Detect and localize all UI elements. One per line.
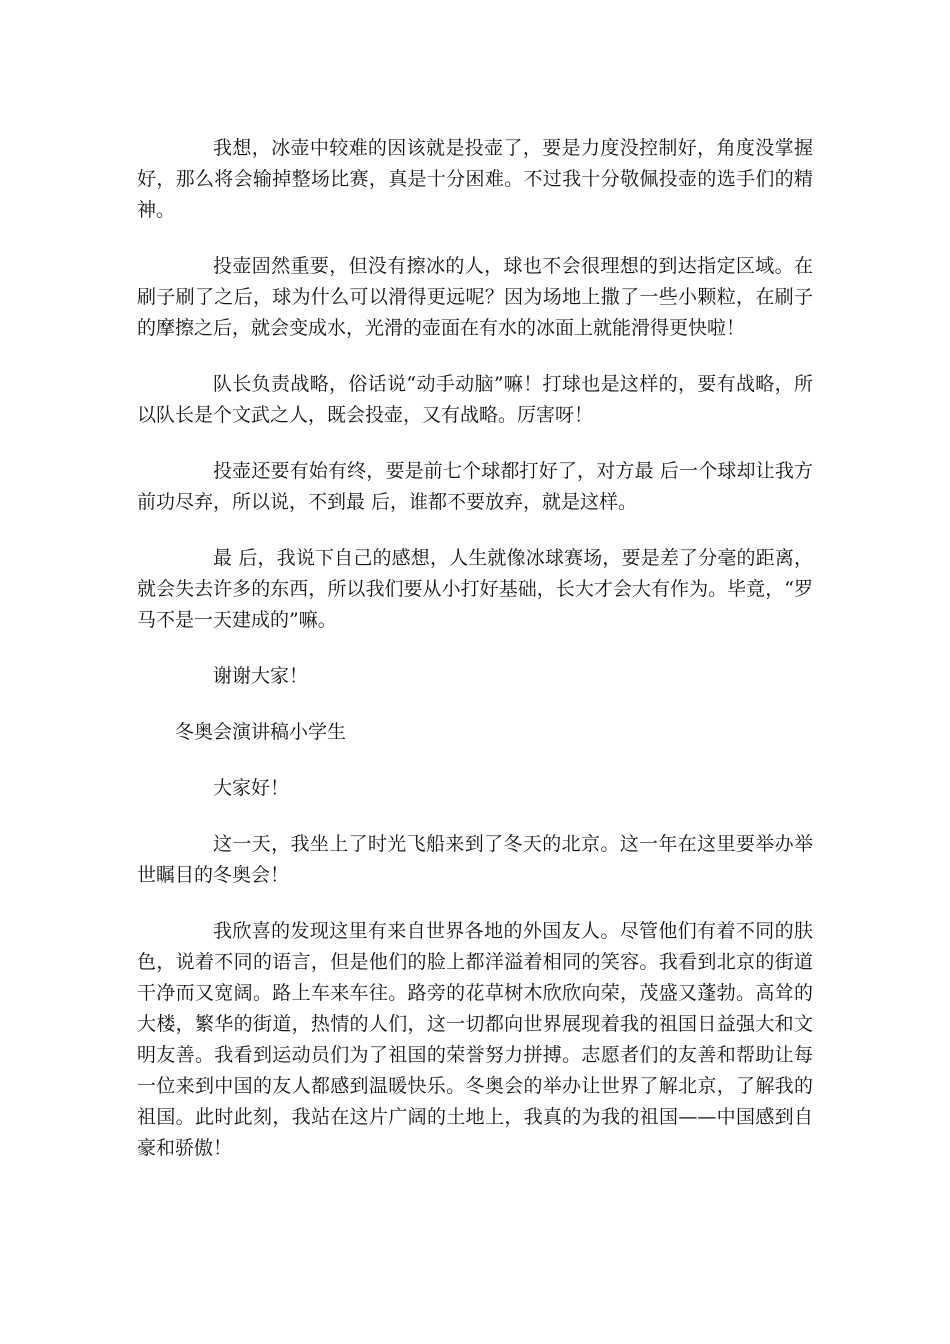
paragraph-never-give-up: 投壶还要有始有终，要是前七个球都打好了，对方最 后一个球却让我方前功尽弃，所以说，不到最 后，谁都不要放弃，就是这样。 <box>137 460 813 513</box>
paragraph-captain-strategy: 队长负责战略，俗话说“动手动脑”嘛！打球也是这样的，要有战略，所以队长是个文武之人，既会投壶，又有战略。厉害呀！ <box>137 373 813 426</box>
paragraph-time-travel: 这一天，我坐上了时光飞船来到了冬天的北京。这一年在这里要举办举世瞩目的冬奥会！ <box>137 833 813 886</box>
document-body <box>137 133 813 1189</box>
paragraph-reflection: 最 后，我说下自己的感想，人生就像冰球赛场，要是差了分毫的距离，就会失去许多的东西，所以我们要从小打好基础，长大才会大有作为。毕竟，“罗马不是一天建成的”嘛。 <box>137 547 813 631</box>
paragraph-greeting: 大家好！ <box>213 777 290 799</box>
section-heading: 冬奥会演讲稿小学生 <box>175 721 347 743</box>
paragraph-thanks: 谢谢大家！ <box>213 665 309 687</box>
paragraph-curling-difficulty: 我想，冰壶中较难的因该就是投壶了，要是力度没控制好，角度没掌握好，那么将会输掉整场比赛，真是十分困难。不过我十分敬佩投壶的选手们的精神。 <box>137 137 813 221</box>
paragraph-sweeping: 投壶固然重要，但没有擦冰的人，球也不会很理想的到达指定区域。在刷子刷了之后，球为什么可以滑得更远呢？因为场地上撒了一些小颗粒，在刷子的摩擦之后，就会变成水，光滑的壶面在有水的冰面上就能滑得更快啦！ <box>137 255 813 339</box>
paragraph-beijing-scene: 我欣喜的发现这里有来自世界各地的外国友人。尽管他们有着不同的肤色，说着不同的语言，但是他们的脸上都洋溢着相同的笑容。我看到北京的街道干净而又宽阔。路上车来车往。路旁的花草树木欣欣向荣，茂盛又蓬勃。高耸的大楼，繁华的街道，热情的人们，这一切都向世界展现着我的祖国日益强大和文明友善。我看到运动员们为了祖国的荣誉努力拼搏。志愿者们的友善和帮助让每一位来到中国的友人都感到温暖快乐。冬奥会的举办让世界了解北京，了解我的祖国。此时此刻，我站在这片广阔的土地上，我真的为我的祖国——中国感到自豪和骄傲！ <box>137 920 813 1159</box>
